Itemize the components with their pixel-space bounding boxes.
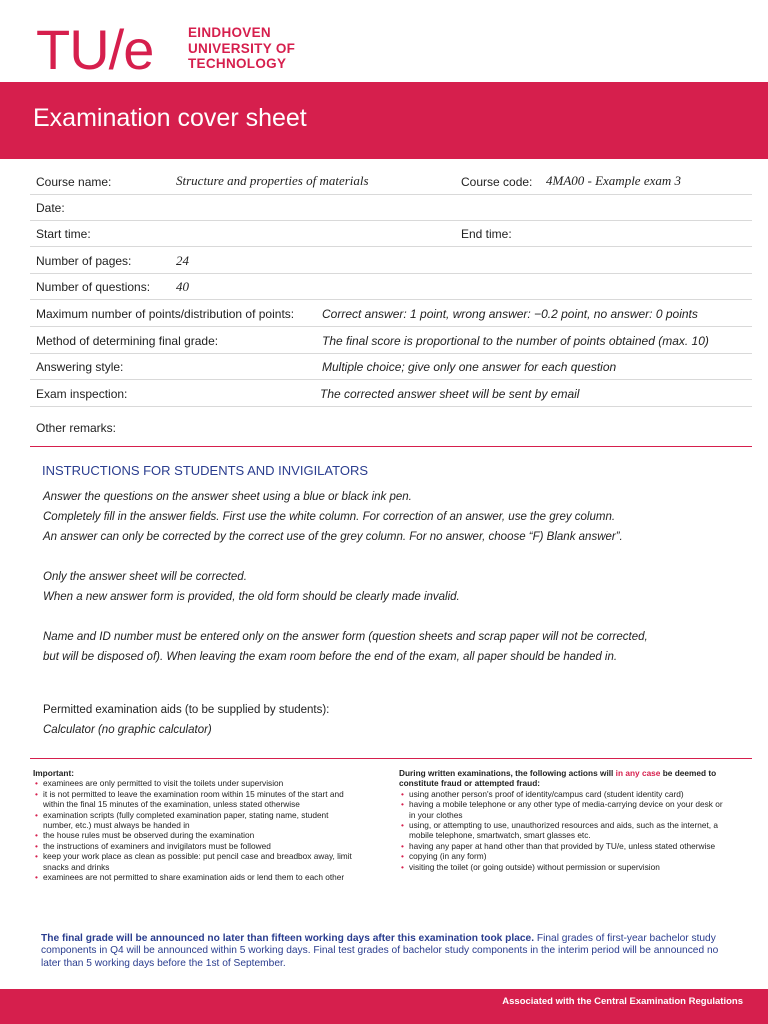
instruction-line: Name and ID number must be entered only on the answer form (question sheets and scrap paper will not be corrected, xyxy=(43,631,648,643)
grade-announcement-rest: Final grades of first-year bachelor study components in Q4 will be announced within 5 working days. Final test grades of bachelor study components in the interim period will be announced no later than 5 working days before the 1st of September. xyxy=(41,933,719,969)
list-item: • it is not permitted to leave the examination room within 15 minutes of the start and within the final 15 minutes of the examination, unless stated otherwise xyxy=(35,788,344,810)
row-divider xyxy=(30,194,752,195)
list-item: • copying (in any form) xyxy=(401,851,487,862)
list-item: • keep your work place as clean as possible: put pencil case and breadbox away, limit snacks and drinks xyxy=(35,851,352,872)
list-item: • visiting the toilet (or going outside) without permission or supervision xyxy=(401,861,660,872)
answering-style-value: Multiple choice; give only one answer for each question xyxy=(322,360,617,374)
list-item: • examinees are only permitted to visit the toilets under supervision xyxy=(35,778,284,789)
instruction-line: Answer the questions on the answer sheet using a blue or black ink pen. xyxy=(43,491,412,503)
row-divider xyxy=(30,406,752,407)
permitted-aids-label: Permitted examination aids (to be supplied by students): xyxy=(43,704,330,716)
instruction-line: When a new answer form is provided, the old form should be clearly made invalid. xyxy=(43,591,460,603)
course-code-label: Course code: xyxy=(461,175,533,189)
section-divider xyxy=(30,446,752,447)
bullet: • xyxy=(401,840,404,851)
points-value: Correct answer: 1 point, wrong answer: −0.2 point, no answer: 0 points xyxy=(322,307,698,321)
row-divider xyxy=(30,220,752,221)
row-divider xyxy=(30,299,752,300)
section-divider xyxy=(30,758,752,759)
grade-announcement-bold: The final grade will be announced no later than fifteen working days after this examination took place. xyxy=(41,933,535,944)
exam-inspection-label: Exam inspection: xyxy=(36,387,128,401)
bullet: • xyxy=(401,851,404,862)
important-heading: Important: xyxy=(33,768,75,778)
questions-value: 40 xyxy=(176,279,189,294)
bullet: • xyxy=(401,799,404,810)
questions-label: Number of questions: xyxy=(36,280,151,294)
row-divider xyxy=(30,273,752,274)
bullet: • xyxy=(35,778,38,789)
bullet: • xyxy=(35,830,38,841)
course-code-value: 4MA00 - Example exam 3 xyxy=(546,173,682,188)
page-title: Examination cover sheet xyxy=(33,104,307,132)
instruction-line: Only the answer sheet will be corrected. xyxy=(43,571,247,583)
list-item: • the house rules must be observed during the examination xyxy=(35,830,255,841)
date-label: Date: xyxy=(36,201,65,215)
bullet: • xyxy=(35,851,38,862)
course-name-value: Structure and properties of materials xyxy=(176,173,369,188)
bullet: • xyxy=(35,872,38,883)
bullet: • xyxy=(35,840,38,851)
list-item: • having any paper at hand other than that provided by TU/e, unless stated otherwise xyxy=(401,840,716,851)
answering-style-label: Answering style: xyxy=(36,360,124,374)
bullet: • xyxy=(401,820,404,831)
university-name-line-3: TECHNOLOGY xyxy=(188,56,287,71)
tue-logo-mark: TU/e xyxy=(36,18,154,81)
bullet: • xyxy=(401,788,404,799)
row-divider xyxy=(30,246,752,247)
list-item: • using, or attempting to use, unauthorized resources and aids, such as the internet, a mobile telephone, smartwatch, smart glasses etc. xyxy=(401,820,719,841)
university-name-line-2: UNIVERSITY OF xyxy=(188,40,296,56)
university-name xyxy=(188,25,295,72)
course-name-label: Course name: xyxy=(36,175,112,189)
row-divider xyxy=(30,379,752,380)
fraud-heading: During written examinations, the following actions will in any case be deemed to constitute fraud or attempted fraud: xyxy=(399,768,717,789)
row-divider xyxy=(30,326,752,327)
important-rules xyxy=(33,768,353,882)
end-time-label: End time: xyxy=(461,227,512,241)
grade-method-label: Method of determining final grade: xyxy=(36,334,219,348)
points-label: Maximum number of points/distribution of points: xyxy=(36,307,295,321)
grade-announcement-note xyxy=(41,933,721,970)
fraud-rules xyxy=(399,768,724,872)
in-any-case-highlight: in any case xyxy=(615,768,661,778)
pages-value: 24 xyxy=(176,253,189,268)
exam-inspection-value: The corrected answer sheet will be sent by email xyxy=(320,387,580,401)
pages-label: Number of pages: xyxy=(36,254,132,268)
instruction-line: Completely fill in the answer fields. First use the white column. For correction of an answer, use the grey column. xyxy=(43,511,616,523)
grade-method-value: The final score is proportional to the number of points obtained (max. 10) xyxy=(322,334,709,348)
list-item: • the instructions of examiners and invigilators must be followed xyxy=(35,840,271,851)
university-name-line-1: EINDHOVEN xyxy=(188,25,271,40)
list-item: • using another person's proof of identity/campus card (student identity card) xyxy=(401,788,684,799)
list-item: • examinees are not permitted to share examination aids or lend them to each other xyxy=(35,872,345,883)
list-item: • examination scripts (fully completed examination paper, stating name, student number, etc.) must always be handed in xyxy=(35,809,329,831)
bullet: • xyxy=(35,788,38,799)
list-item: • having a mobile telephone or any other type of media-carrying device on your desk or in your clothes xyxy=(401,799,723,820)
bullet: • xyxy=(401,861,404,872)
instruction-line: An answer can only be corrected by the correct use of the grey column. For no answer, choose “F) Blank answer”. xyxy=(43,531,623,543)
permitted-aids-value: Calculator (no graphic calculator) xyxy=(43,724,212,736)
other-remarks-label: Other remarks: xyxy=(36,421,117,435)
row-divider xyxy=(30,353,752,354)
bullet: • xyxy=(35,809,38,820)
footer-text: Associated with the Central Examination Regulations xyxy=(502,996,743,1007)
start-time-label: Start time: xyxy=(36,227,91,241)
instruction-line: but will be disposed of). When leaving the exam room before the end of the exam, all paper should be handed in. xyxy=(43,651,618,663)
instructions-heading: INSTRUCTIONS FOR STUDENTS AND INVIGILATORS xyxy=(42,463,368,478)
